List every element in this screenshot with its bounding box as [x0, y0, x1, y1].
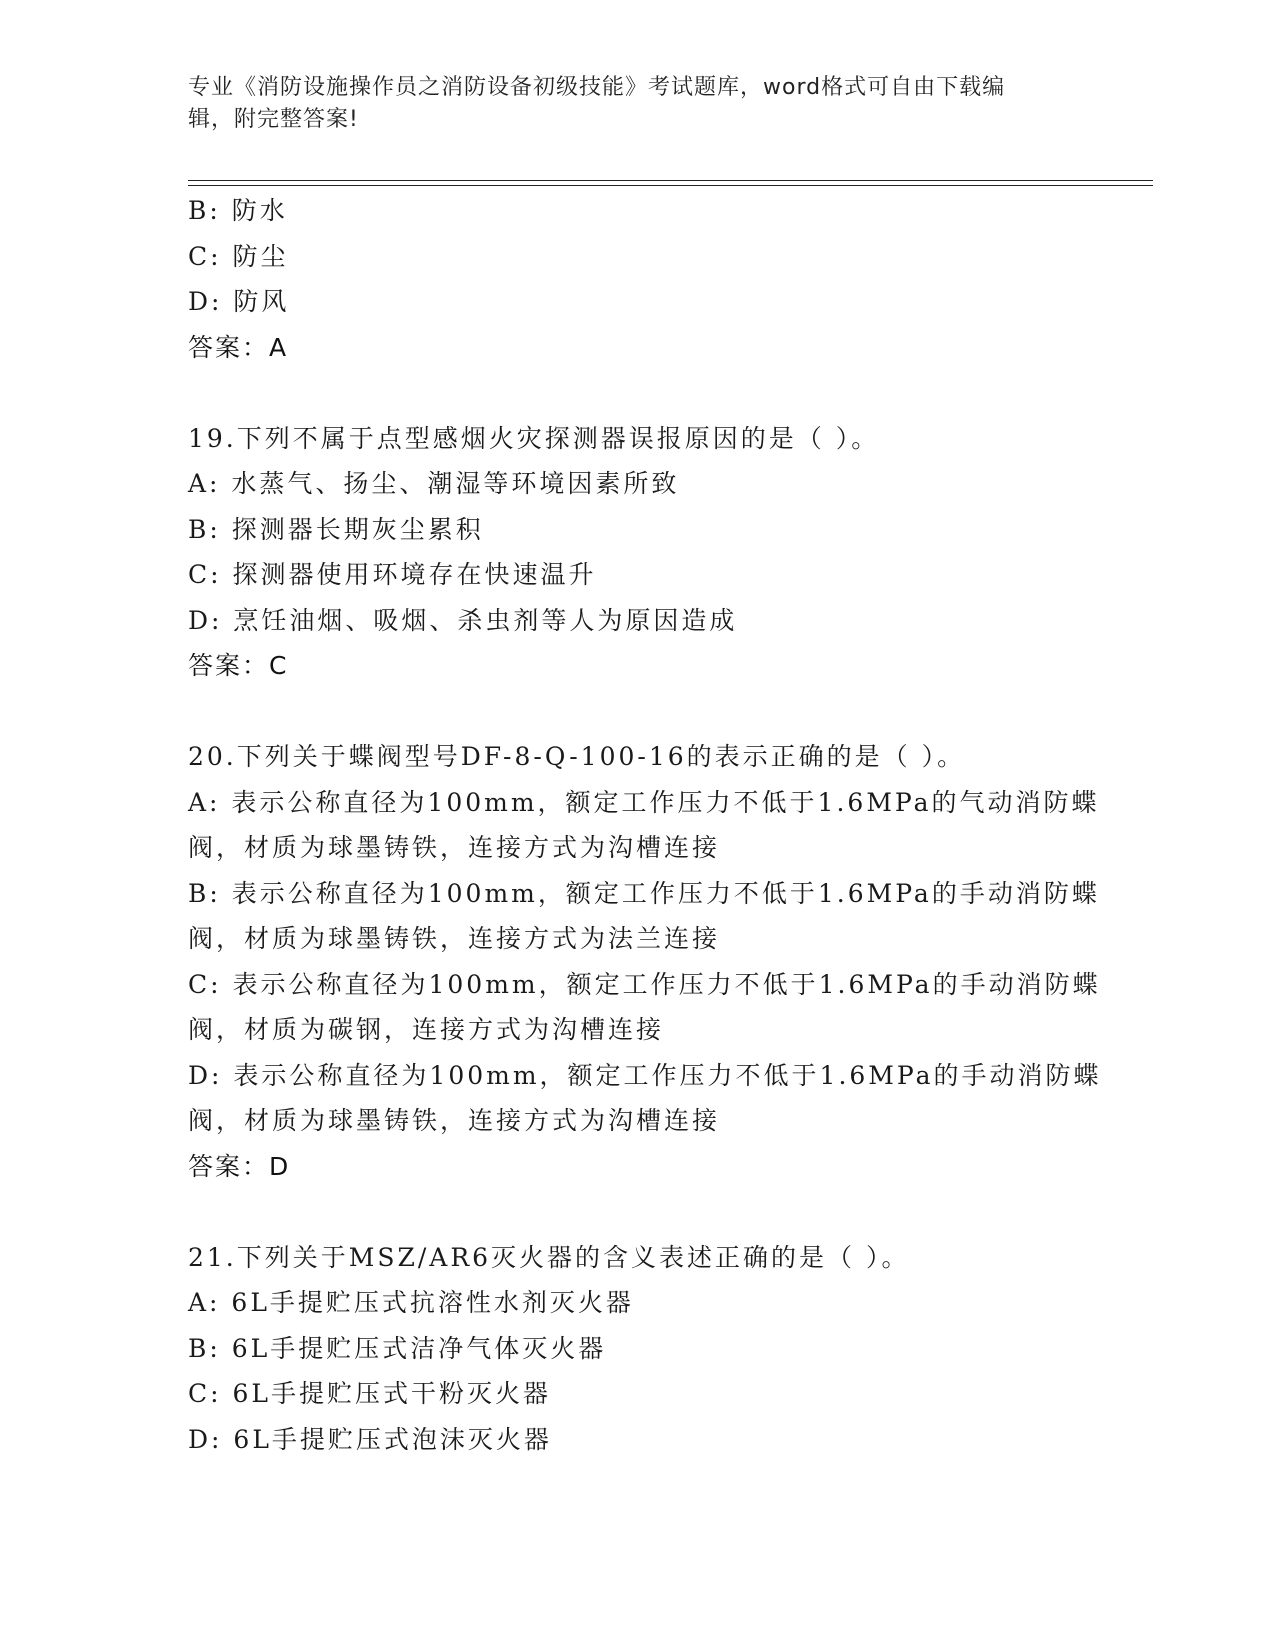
option-a-line-1: A: 表示公称直径为100mm，额定工作压力不低于1.6MPa的气动消防蝶 — [188, 787, 1100, 817]
option-b: B: 探测器长期灰尘累积 — [188, 514, 484, 544]
answer-line: 答案：D — [188, 1151, 291, 1181]
option-d-line-2: 阀，材质为球墨铸铁，连接方式为沟槽连接 — [188, 1106, 721, 1135]
option-a: A: 水蒸气、扬尘、潮湿等环境因素所致 — [188, 469, 680, 498]
answer-line: 答案：C — [188, 651, 289, 680]
option-c: C: 探测器使用环境存在快速温升 — [188, 560, 597, 589]
option-d: D: 6L手提贮压式泡沫灭火器 — [188, 1424, 552, 1454]
spacer — [188, 1189, 1088, 1235]
option-b: B: 防水 — [188, 196, 288, 225]
spacer — [188, 370, 1088, 416]
answer-line: 答案：A — [188, 332, 289, 362]
document-header — [188, 72, 1068, 136]
question-text: 19.下列不属于点型感烟火灾探测器误报原因的是（ ）。 — [188, 423, 880, 453]
header-divider-thin — [188, 185, 1153, 186]
option-a-line-2: 阀，材质为球墨铸铁，连接方式为沟槽连接 — [188, 833, 721, 862]
question-18-tail — [188, 188, 1088, 370]
header-divider-thick — [188, 180, 1153, 181]
question-20 — [188, 734, 1102, 1189]
option-c-line-2: 阀，材质为碳钢，连接方式为沟槽连接 — [188, 1015, 665, 1044]
option-d-line-1: D: 表示公称直径为100mm，额定工作压力不低于1.6MPa的手动消防蝶 — [188, 1060, 1102, 1090]
option-b-line-1: B: 表示公称直径为100mm，额定工作压力不低于1.6MPa的手动消防蝶 — [188, 878, 1100, 908]
header-line-2: 辑，附完整答案! — [188, 107, 359, 132]
option-d: D: 防风 — [188, 287, 290, 316]
option-c: C: 防尘 — [188, 241, 289, 271]
option-c: C: 6L手提贮压式干粉灭火器 — [188, 1379, 552, 1408]
question-21 — [188, 1235, 1088, 1463]
question-text: 20.下列关于蝶阀型号DF-8-Q-100-16的表示正确的是（ ）。 — [188, 742, 966, 771]
question-text: 21.下列关于MSZ/AR6灭火器的含义表述正确的是（ ）。 — [188, 1242, 910, 1272]
option-c-line-1: C: 表示公称直径为100mm，额定工作压力不低于1.6MPa的手动消防蝶 — [188, 969, 1101, 999]
header-line-1: 专业《消防设施操作员之消防设备初级技能》考试题库，word格式可自由下载编 — [188, 75, 1006, 100]
spacer — [188, 689, 1088, 735]
question-list — [188, 188, 1102, 1462]
option-d: D: 烹饪油烟、吸烟、杀虫剂等人为原因造成 — [188, 605, 738, 635]
option-b: B: 6L手提贮压式洁净气体灭火器 — [188, 1333, 607, 1363]
option-a: A: 6L手提贮压式抗溶性水剂灭火器 — [188, 1288, 634, 1317]
option-b-line-2: 阀，材质为球墨铸铁，连接方式为法兰连接 — [188, 924, 721, 953]
question-19 — [188, 416, 1088, 689]
